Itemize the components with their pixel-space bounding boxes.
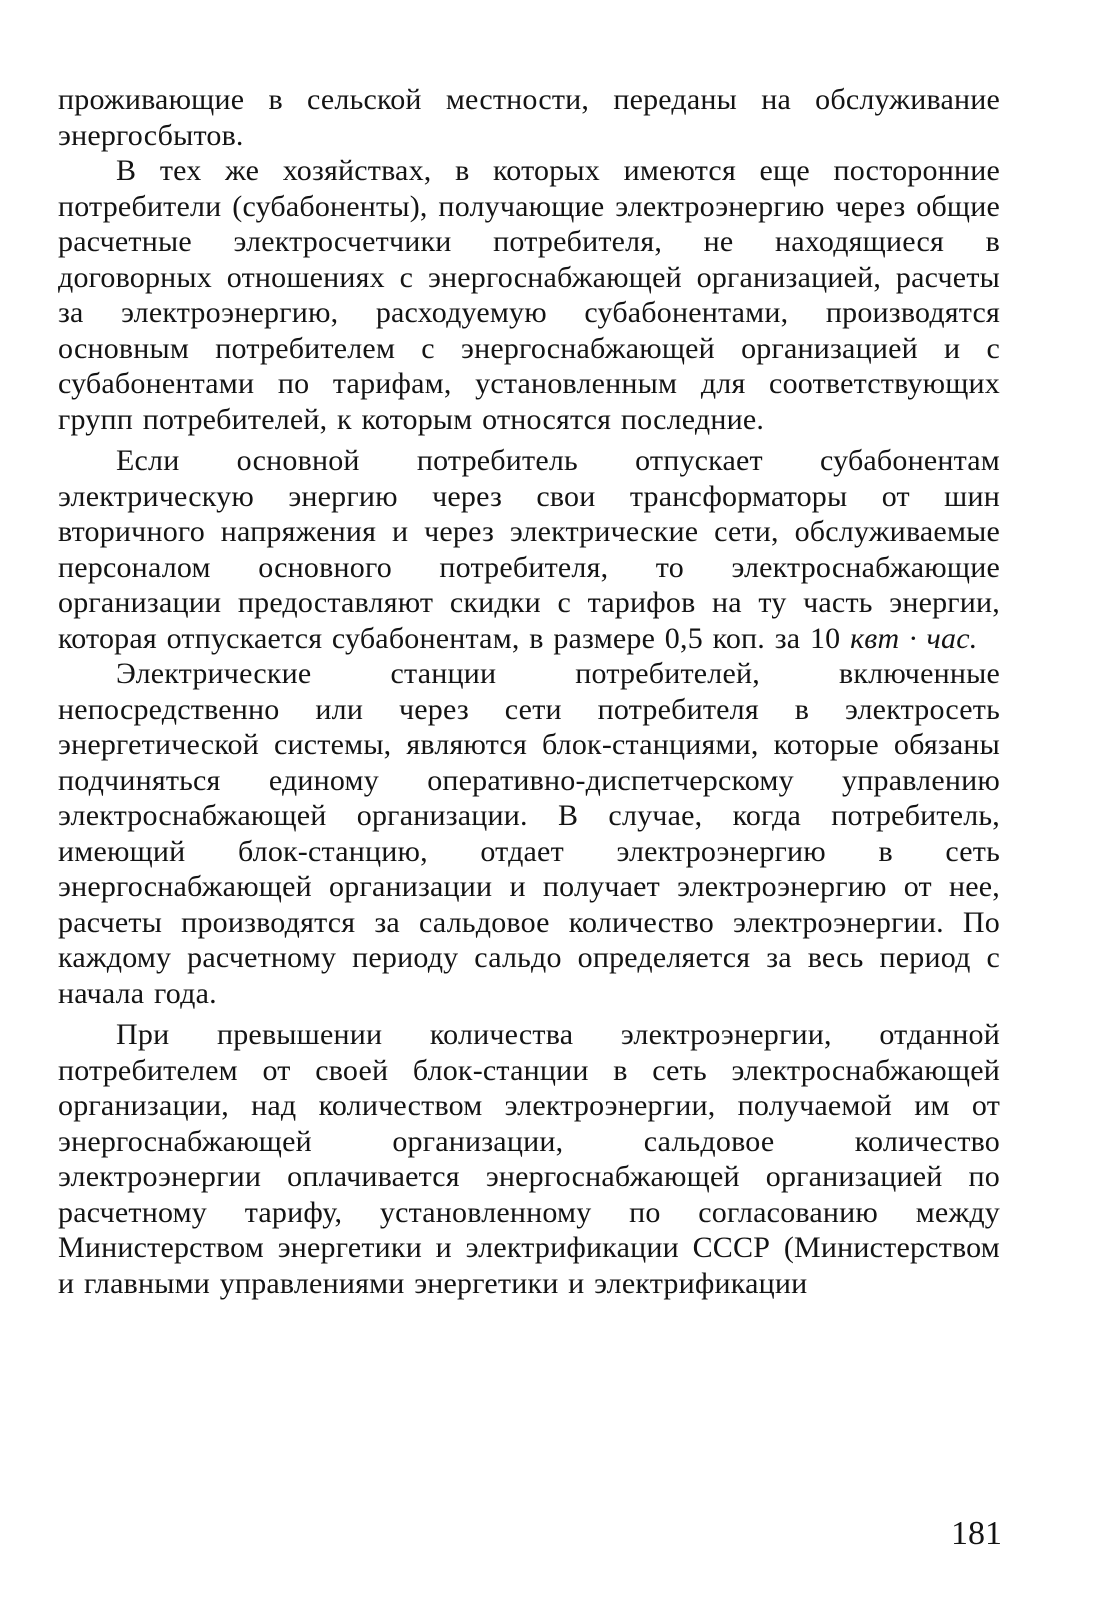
page-number: 181 bbox=[951, 1515, 1002, 1552]
paragraph-3-text: Если основной потребитель отпускает субабонентам электрическую энергию через свои трансформаторы от шин вторичного напряжения и через электрические сети, обслуживаемые персоналом основного потребителя, то электроснабжающие организации предоставляют скидки с тарифов на ту часть энергии, которая отпускается субабонентам, в размере 0,5 коп. за 10 bbox=[58, 444, 1000, 655]
paragraph-2: В тех же хозяйствах, в которых имеются еще посторонние потребители (субабоненты), получающие электроэнергию через общие расчетные электросчетчики потребителя, не находящиеся в договорных отношениях с энергоснабжающей организацией, расчеты за электроэнергию, расходуемую субабонентами, производятся основным потребителем с энергоснабжающей организацией и с субабонентами по тарифам, установленным для соответствующих групп потребителей, к которым относятся последние. bbox=[58, 154, 1000, 436]
paragraph-4: Электрические станции потребителей, включенные непосредственно или через сети потребителя в электросеть энергетической системы, являются блок-станциями, которые обязаны подчиняться единому оперативно-диспетчерскому управлению электроснабжающей организации. В случае, когда потребитель, имеющий блок-станцию, отдает электроэнергию в сеть энергоснабжающей организации и получает электроэнергию от нее, расчеты производятся за сальдовое количество электроэнергии. По каждому расчетному периоду сальдо определяется за весь период с начала года. bbox=[58, 657, 1000, 1010]
unit-kwh: квт · час. bbox=[850, 621, 978, 655]
paragraph-1: проживающие в сельской местности, переданы на обслуживание энергосбытов. bbox=[58, 83, 1000, 152]
paragraph-3 bbox=[58, 443, 1000, 656]
document-page bbox=[58, 82, 1000, 1307]
paragraph-5: При превышении количества электроэнергии, отданной потребителем от своей блок-станции в сеть электроснабжающей организации, над количеством электроэнергии, получаемой им от энергоснабжающей организации, сальдовое количество электроэнергии оплачивается энергоснабжающей организацией по расчетному тарифу, установленному по согласованию между Министерством энергетики и электрификации СССР (Министерством и главными управлениями энергетики и электрификации bbox=[58, 1018, 1000, 1300]
